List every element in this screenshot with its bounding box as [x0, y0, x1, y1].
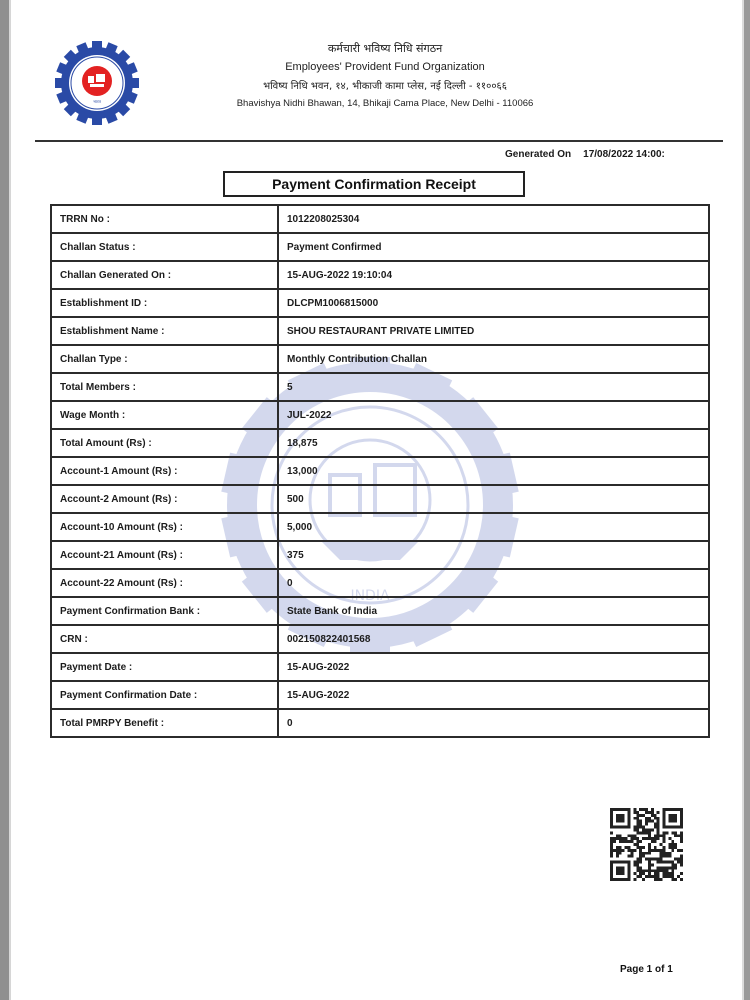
- page-number: Page 1 of 1: [620, 964, 673, 975]
- row-label: Total Amount (Rs) :: [51, 429, 278, 457]
- row-value: 375: [278, 541, 709, 569]
- table-row: [51, 261, 709, 289]
- row-value: SHOU RESTAURANT PRIVATE LIMITED: [278, 317, 709, 345]
- row-label: Account-21 Amount (Rs) :: [51, 541, 278, 569]
- qr-code-icon: [610, 808, 683, 881]
- row-label: Payment Confirmation Bank :: [51, 597, 278, 625]
- row-label: Payment Confirmation Date :: [51, 681, 278, 709]
- row-label: Establishment ID :: [51, 289, 278, 317]
- row-value: 002150822401568: [278, 625, 709, 653]
- viewer-left-gutter: [0, 0, 9, 1000]
- row-label: Challan Type :: [51, 345, 278, 373]
- row-value: Monthly Contribution Challan: [278, 345, 709, 373]
- svg-text:INDIA: INDIA: [350, 588, 390, 604]
- table-row: [51, 541, 709, 569]
- row-value: DLCPM1006815000: [278, 289, 709, 317]
- generated-on-value: 17/08/2022 14:00:: [583, 149, 665, 160]
- row-value: 0: [278, 709, 709, 737]
- table-row: [51, 513, 709, 541]
- address-english: Bhavishya Nidhi Bhawan, 14, Bhikaji Cama Place, New Delhi - 110066: [236, 98, 534, 109]
- table-row: [51, 681, 709, 709]
- row-value: 1012208025304: [278, 205, 709, 233]
- table-row: [51, 429, 709, 457]
- row-label: Total Members :: [51, 373, 278, 401]
- generated-on-label: Generated On: [505, 149, 572, 160]
- row-label: Wage Month :: [51, 401, 278, 429]
- receipt-table: [50, 204, 710, 738]
- row-value: 15-AUG-2022 19:10:04: [278, 261, 709, 289]
- row-label: Payment Date :: [51, 653, 278, 681]
- epfo-logo-icon: [52, 38, 142, 128]
- table-row: [51, 457, 709, 485]
- svg-text:भारत: भारत: [93, 99, 101, 104]
- table-row: [51, 289, 709, 317]
- table-row: [51, 373, 709, 401]
- address-hindi: भविष्य निधि भवन, १४, भीकाजी कामा प्लेस, नई दिल्ली - ११००६६: [263, 81, 507, 92]
- row-label: Challan Status :: [51, 233, 278, 261]
- table-row: [51, 401, 709, 429]
- row-label: Total PMRPY Benefit :: [51, 709, 278, 737]
- row-label: CRN :: [51, 625, 278, 653]
- table-row: [51, 597, 709, 625]
- org-name-hindi: कर्मचारी भविष्य निधि संगठन: [327, 42, 443, 55]
- row-value: 15-AUG-2022: [278, 653, 709, 681]
- row-value: 500: [278, 485, 709, 513]
- row-label: TRRN No :: [51, 205, 278, 233]
- row-value: 5: [278, 373, 709, 401]
- table-row: [51, 485, 709, 513]
- row-value: 13,000: [278, 457, 709, 485]
- row-value: 0: [278, 569, 709, 597]
- row-value: Payment Confirmed: [278, 233, 709, 261]
- generated-on: [505, 149, 665, 160]
- row-label: Challan Generated On :: [51, 261, 278, 289]
- row-label: Account-1 Amount (Rs) :: [51, 457, 278, 485]
- row-value: State Bank of India: [278, 597, 709, 625]
- row-value: JUL-2022: [278, 401, 709, 429]
- row-label: Account-22 Amount (Rs) :: [51, 569, 278, 597]
- table-row: [51, 233, 709, 261]
- table-row: [51, 709, 709, 737]
- org-name-english: Employees' Provident Fund Organization: [285, 61, 485, 73]
- table-row: [51, 317, 709, 345]
- table-row: [51, 205, 709, 233]
- org-header: [195, 40, 575, 112]
- row-value: 5,000: [278, 513, 709, 541]
- row-label: Account-10 Amount (Rs) :: [51, 513, 278, 541]
- header-divider: [35, 140, 723, 142]
- row-label: Account-2 Amount (Rs) :: [51, 485, 278, 513]
- table-row: [51, 653, 709, 681]
- viewer-scrollbar[interactable]: [744, 0, 750, 1000]
- row-value: 15-AUG-2022: [278, 681, 709, 709]
- table-row: [51, 625, 709, 653]
- table-row: [51, 569, 709, 597]
- receipt-title: Payment Confirmation Receipt: [223, 171, 525, 197]
- table-row: [51, 345, 709, 373]
- row-label: Establishment Name :: [51, 317, 278, 345]
- row-value: 18,875: [278, 429, 709, 457]
